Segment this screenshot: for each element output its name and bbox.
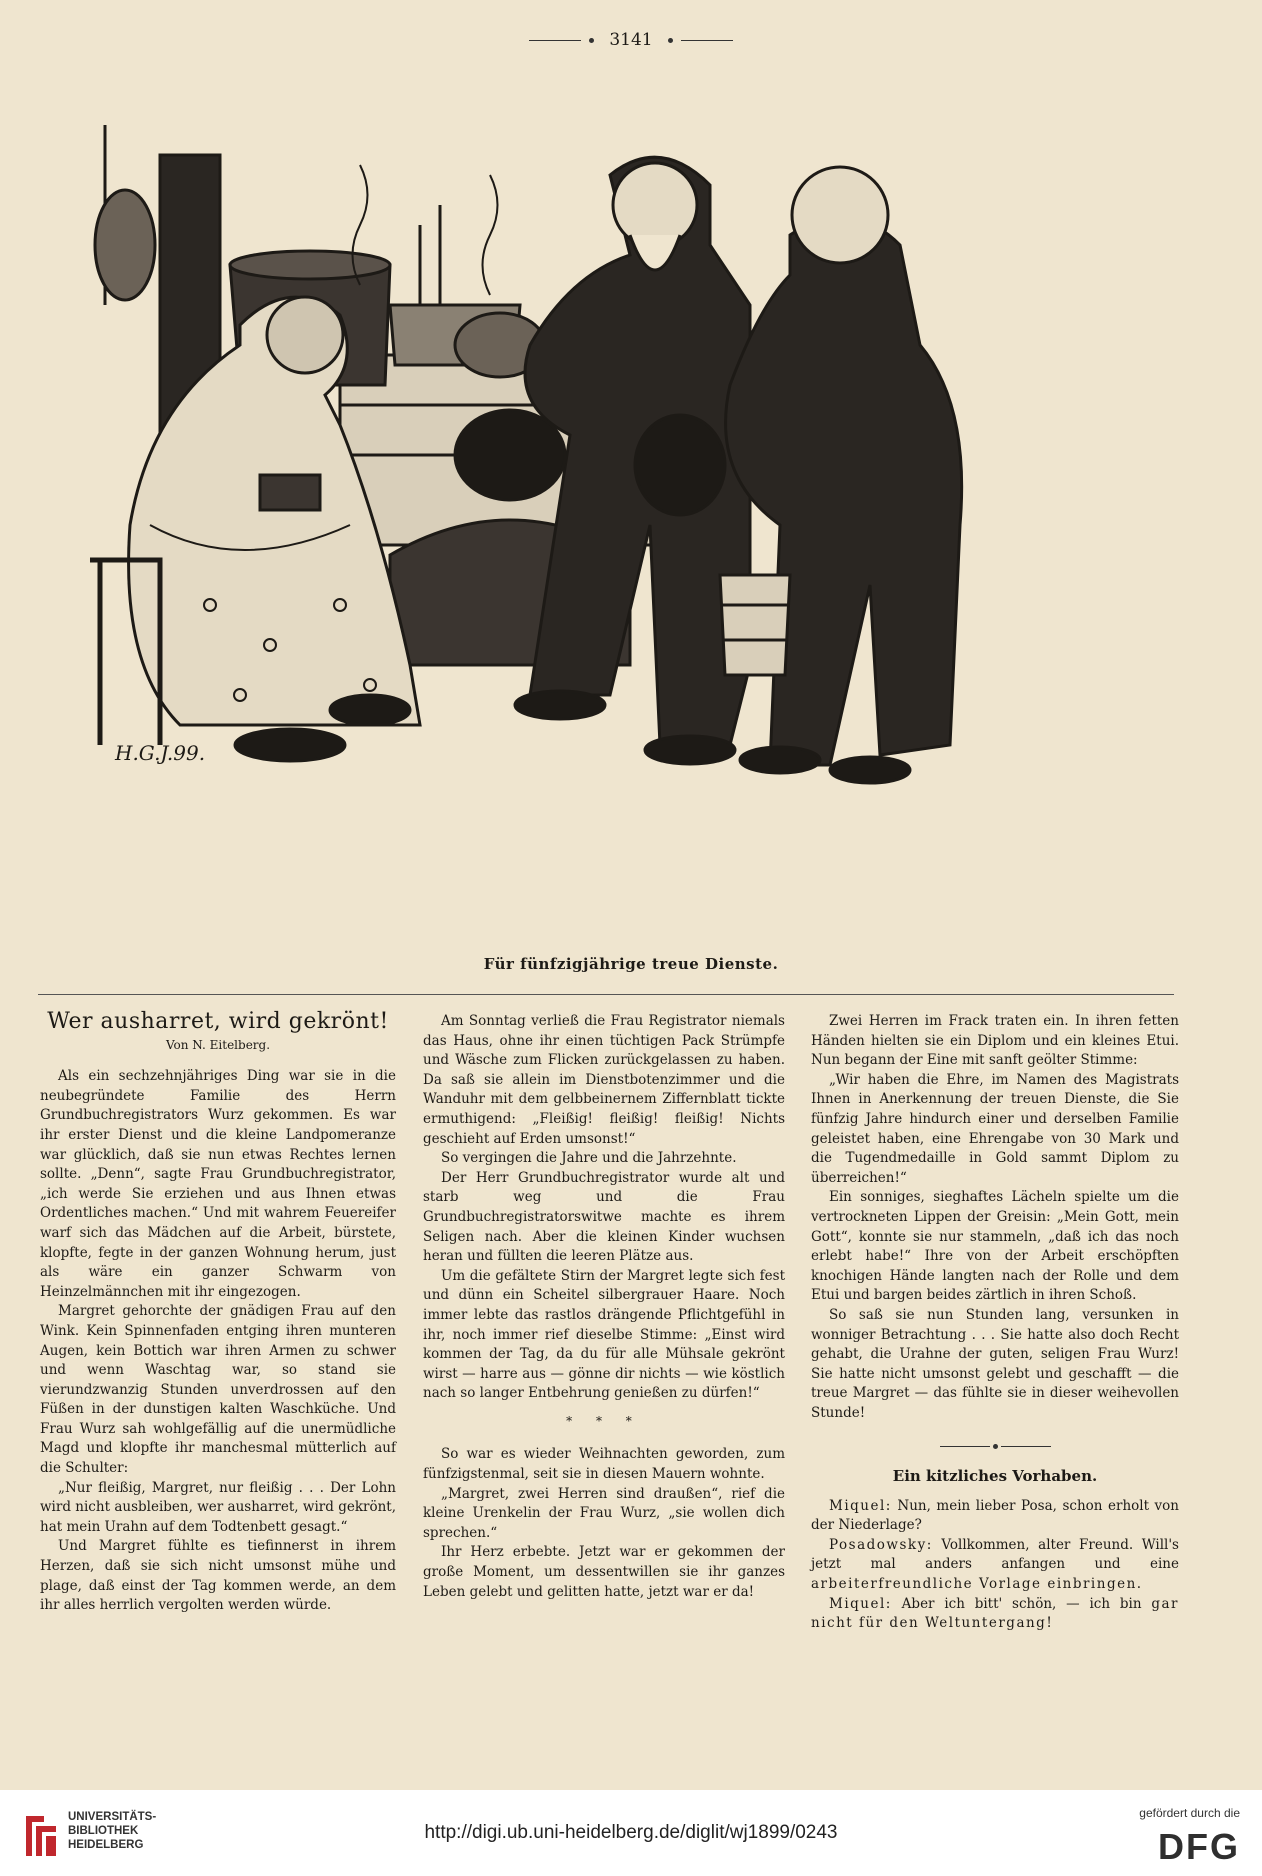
source-url-link[interactable]: http://digi.ub.uni-heidelberg.de/diglit/wj1899/0243 [424,1822,838,1843]
paragraph: „Wir haben die Ehre, im Namen des Magistrats Ihnen in Anerkennung der treuen Dienste, die Sie fünfzig Jahre hindurch einer und derselben Familie geleistet haben, eine Ehrengabe von 30 Mark und die Tugendmedaille in Gold sammt Diplom zu überreichen!“ [811,1071,1179,1186]
dialogue-line [811,1595,1179,1634]
paragraph: Um die gefältete Stirn der Margret legte sich fest und dünn ein Scheitel silbergrauer Haare. Noch immer lebte das rastlos drängende Pflichtgefühl in ihr, noch immer rief dieselbe Stimme: „Einst wird kommen der Tag, da du für alle Mühsale gekrönt wirst — harre aus — gönne dir nichts — wie köstlich nach so langer Entbehrung genießen zu dürfen!“ [423,1267,785,1402]
dialogue-text: Aber ich bitt' schön, — ich bin [901,1595,1142,1612]
top-hat-icon [455,410,565,500]
wash-tub [720,575,790,675]
story-title: Wer ausharret, wird gekrönt! [47,1009,389,1034]
kitchen-illustration [90,105,1175,960]
story-byline: Von N. Eitelberg. [165,1037,271,1052]
paragraph: Der Herr Grundbuchregistrator wurde alt und starb weg und die Frau Grundbuchregistratorswitwe machte es ihrem Seligen nach. Aber die kleinen Kinder wuchsen heran und füllten die leeren Plätze aus. [423,1169,785,1265]
speaker-name: Miquel: [829,1497,892,1514]
paragraph: Ein sonniges, sieghaftes Lächeln spielte um die vertrockneten Lippen der Greisin: „Mein Gott, mein Gott“, konnte sie nur stammeln, „daß ich das noch erlebt habe!“ Ihre von der Arbeit erschöpften knochigen Hände langten nach der Rolle und dem Etui und bargen beides zärtlich in ihren Schoß. [811,1189,1179,1304]
speaker-name: Posadowsky: [829,1536,933,1553]
page-number [0,30,1262,50]
speaker-name: Miquel: [829,1595,892,1612]
dialogue-title: Ein kitzliches Vorhaben. [892,1467,1098,1486]
section-divider [38,994,1174,995]
paragraph: Ihr Herz erbebte. Jetzt war er gekommen der große Moment, um dessentwillen sie ihr ganzes Leben gelebt und gelitten hatte, jetzt war er da! [423,1544,785,1600]
section-stars: * * * [566,1413,642,1428]
paragraph: „Margret, zwei Herren sind draußen“, rief die kleine Urenkelin der Frau Wurz, „sie wollen dich sprechen.“ [423,1485,785,1541]
library-name-line: HEIDELBERG [68,1839,144,1851]
hanging-pan-icon [95,190,155,300]
funder-text: gefördert durch die [1139,1806,1240,1820]
column-3 [811,1012,1179,1634]
column-2 [423,1012,785,1602]
paragraph: Als ein sechzehnjähriges Ding war sie in die neubegründete Familie des Herrn Grundbuchregistrators Wurz gekommen. Es war ihr erster Dienst und die kleine Landpomeranze war glücklich, daß sie nun etwas Rechtes lernen sollte. „Denn“, sagte Frau Grundbuchregistrator, „ich werde Sie erziehen und aus Ihnen etwas Ordentliches machen.“ Und mit wahrem Feuereifer warf sich das Mädchen auf die Arbeit, bürstete, klopfte, fegte in der ganzen Wohnung herum, just als wäre ein ganzer Schwarm von Heinzelmännchen mit ihr eingezogen. [40,1068,396,1300]
dialogue-line [811,1536,1179,1595]
artist-signature: H.G.J.99. [115,741,206,765]
dialogue-emphasis: arbeiterfreundliche Vorlage einbringen. [811,1576,1143,1593]
library-name-line: UNIVERSITÄTS- [68,1811,157,1823]
paragraph: Und Margret fühlte es tiefinnerst in ihrem Herzen, daß sie sich nicht umsonst mühe und plage, daß einst der Tag kommen werde, an dem ihr alles herrlich vergolten werden würde. [40,1538,396,1614]
stout-man-head [792,167,888,263]
library-name-line: BIBLIOTHEK [68,1825,139,1837]
paragraph: Am Sonntag verließ die Frau Registrator niemals das Haus, ohne ihr einen tüchtigen Pack Strümpfe und Wäsche zum Flicken zurückgelassen zu haben. Da saß sie allein im Dienstbotenzimmer und die Wanduhr mit dem gelbbeinernem Ziffernblatt tickte ermuthigend: „Fleißig! fleißig! fleißig! Nichts geschieht auf Erden umsonst!“ [423,1013,785,1147]
paragraph: So saß sie nun Stunden lang, versunken in wonniger Betrachtung . . . Sie hatte also doch Recht gehabt, die Urahne der guten, seligen Frau Wurz! Sie hatte nicht umsonst gelebt und geschafft — die treue Margret — das fühlte sie in dieser weihevollen Stunde! [811,1306,1179,1421]
illustration-caption: Für fünfzigjährige treue Dienste. [483,955,779,973]
paragraph: So war es wieder Weihnachten geworden, zum fünfzigstenmal, seit sie in diesen Mauern wohnte. [423,1446,785,1483]
dialogue-text: Vollkommen, alter Freund. Will's jetzt mal anders anfangen und eine [811,1536,1179,1573]
paragraph: So vergingen die Jahre und die Jahrzehnte. [441,1150,737,1167]
dfg-logo[interactable]: DFG [1158,1826,1240,1867]
dialogue-line [811,1497,1179,1536]
paragraph: Zwei Herren im Frack traten ein. In ihren fetten Händen hielten sie ein Diplom und ein kleines Etui. Nun begann der Eine mit sanft geölter Stimme: [811,1013,1179,1069]
dialogue-emphasis: gar nicht für den Weltuntergang! [811,1595,1180,1632]
paragraph: „Nur fleißig, Margret, nur fleißig . . . Der Lohn wird nicht ausbleiben, wer ausharret, wird gekrönt, hat mein Urahn auf dem Todtenbett gesagt.“ [40,1479,396,1535]
old-woman-head [267,297,343,373]
tall-man-head [613,163,697,247]
medal-case-icon [260,475,320,510]
dialogue-text: Nun, mein lieber Posa, schon erholt von der Niederlage? [811,1497,1179,1534]
column-1 [40,1009,396,1616]
paragraph: Margret gehorchte der gnädigen Frau auf den Wink. Kein Spinnenfaden entging ihren munteren Augen, kein Bottich war ihren Armen zu schwer und wenn Waschtag war, so stand sie vierundzwanzig Stunden unverdrossen auf den Füßen in der dunstigen kalten Waschküche. Und Frau Wurz sah wohlgefällig auf die unermüdliche Magd und klopfte ihr manchesmal mütterlich auf die Schulter: [40,1303,396,1477]
second-top-hat-icon [635,415,725,515]
digitization-footer [0,1790,1262,1876]
stout-bald-man [726,217,962,765]
page-number-text: 3141 [609,30,653,50]
story-end-divider [811,1437,1179,1457]
